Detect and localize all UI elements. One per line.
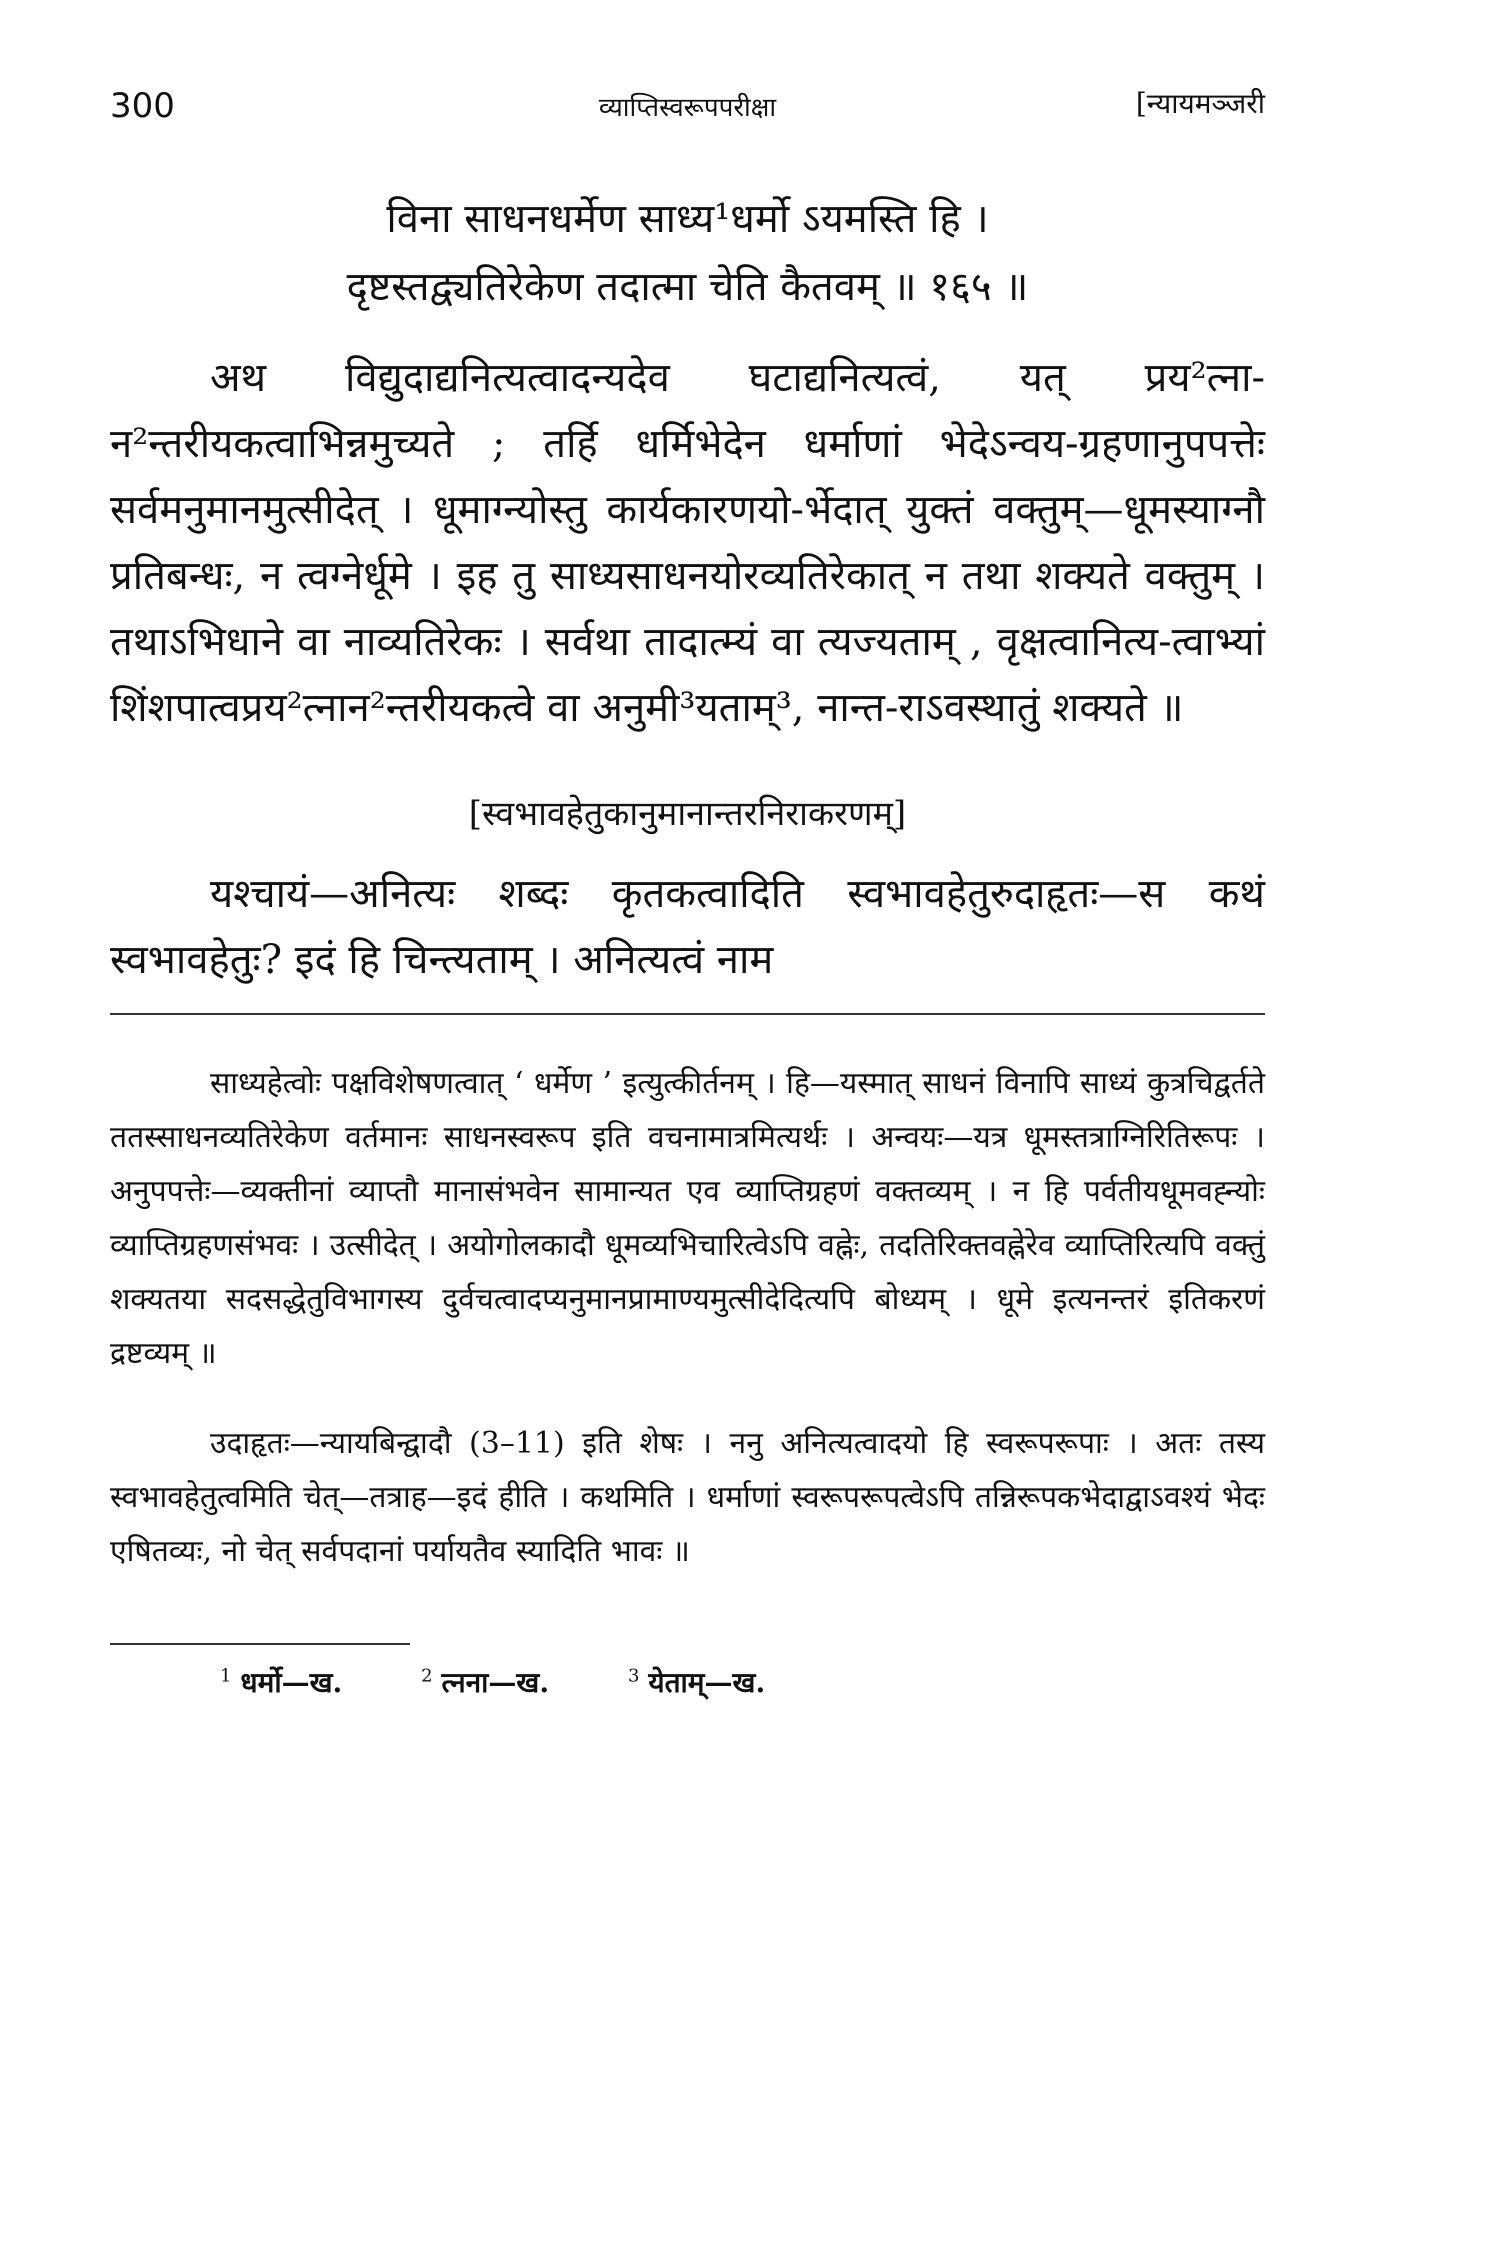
footnote-2: $^2$ त्नना—ख.	[421, 1665, 550, 1699]
page	[110, 80, 1265, 1701]
commentary-paragraph-2: उदाहृतः—न्यायबिन्द्वादौ (3–11) इति शेषः । ननु अनित्यत्वादयो हि स्वरूपरूपाः । अतः तस्य स्वभावहेतुत्वमिति चेत्—तत्राह—इदं हीति । कथमिति । धर्माणां स्वरूपरूपत्वेऽपि तन्निरूपकभेदाद्वाऽवश्यं भेदः एषितव्यः, नो चेत् सर्वपदानां पर्यायतैव स्यादिति भावः ॥	[110, 1426, 1265, 1569]
verse-line-2: दृष्टस्तद्व्यतिरेकेण तदात्मा चेति कैतवम् ॥ १६५ ॥	[346, 264, 1029, 310]
section-heading: [स्वभावहेतुकानुमानान्तरनिराकरणम्]	[468, 794, 907, 834]
footnote-1: $^1$ धर्मो—ख.	[220, 1665, 343, 1699]
main-paragraph: अथ विद्युदाद्यनित्यत्वादन्यदेव घटाद्यनित्यत्वं, यत् प्रय²त्ना-न²न्तरीयकत्वाभिन्नमुच्यते ; तर्हि धर्मिभेदेन धर्माणां भेदेऽन्वय-ग्रहणानुपपत्तेः सर्वमनुमानमुत्सीदेत् । धूमाग्न्योस्तु कार्यकारणयो-र्भेदात् युक्तं वक्तुम्—धूमस्याग्नौ प्रतिबन्धः, न त्वग्नेर्धूमे । इह तु साध्यसाधनयोरव्यतिरेकात् न तथा शक्यते वक्तुम् । तथाऽभिधाने वा नाव्यतिरेकः । सर्वथा तादात्म्यं वा त्यज्यताम् , वृक्षत्वानित्य-त्वाभ्यां शिंशपात्वप्रय²त्नान²न्तरीयकत्वे वा अनुमी³यताम्³, नान्त-राऽवस्थातुं शक्यते ॥	[110, 355, 1265, 731]
footnotes	[110, 1663, 1265, 1701]
footnote-3: $^3$ येताम्—ख.	[628, 1665, 766, 1699]
book-title: [न्यायमञ्जरी	[1135, 87, 1265, 120]
commentary-paragraph-1: साध्यहेत्वोः पक्षविशेषणत्वात् ‘ धर्मेण ’ इत्युत्कीर्तनम् । हि—यस्मात् साधनं विनापि साध्यं कुत्रचिद्वर्तते ततस्साधनव्यतिरेकेण वर्तमानः साधनस्वरूप इति वचनामात्रमित्यर्थः । अन्वयः—यत्र धूमस्तत्राग्निरितिरूपः । अनुपपत्तेः—व्यक्तीनां व्याप्तौ मानासंभवेन सामान्यत एव व्याप्तिग्रहणं वक्तव्यम् । न हि पर्वतीयधूमवह्न्योः व्याप्तिग्रहणसंभवः । उत्सीदेत् । अयोगोलकादौ धूमव्यभिचारित्वेऽपि वह्नेः, तदतिरिक्तवह्नेरेव व्याप्तिरित्यपि वक्तुं शक्यतया सदसद्धेतुविभागस्य दुर्वचत्वादप्यनुमानप्रामाण्यमुत्सीदेदित्यपि बोध्यम् । धूमे इत्यनन्तरं इतिकरणं द्रष्टव्यम् ॥	[110, 1066, 1265, 1371]
verse-line-1: विना साधनधर्मेण साध्य¹धर्मो ऽयमस्ति हि ।	[386, 196, 989, 242]
page-number: 300	[110, 86, 175, 126]
divider	[110, 1013, 1265, 1015]
verse	[110, 185, 1265, 321]
running-title: व्याप्तिस्वरूपपरीक्षा	[598, 93, 777, 123]
footnote-divider	[110, 1643, 410, 1645]
running-header	[110, 80, 1265, 140]
main-paragraph-2: यश्चायं—अनित्यः शब्दः कृतकत्वादिति स्वभावहेतुरुदाहृतः—स कथं स्वभावहेतुः? इदं हि चिन्त्यताम् । अनित्यत्वं नाम	[110, 871, 1265, 983]
